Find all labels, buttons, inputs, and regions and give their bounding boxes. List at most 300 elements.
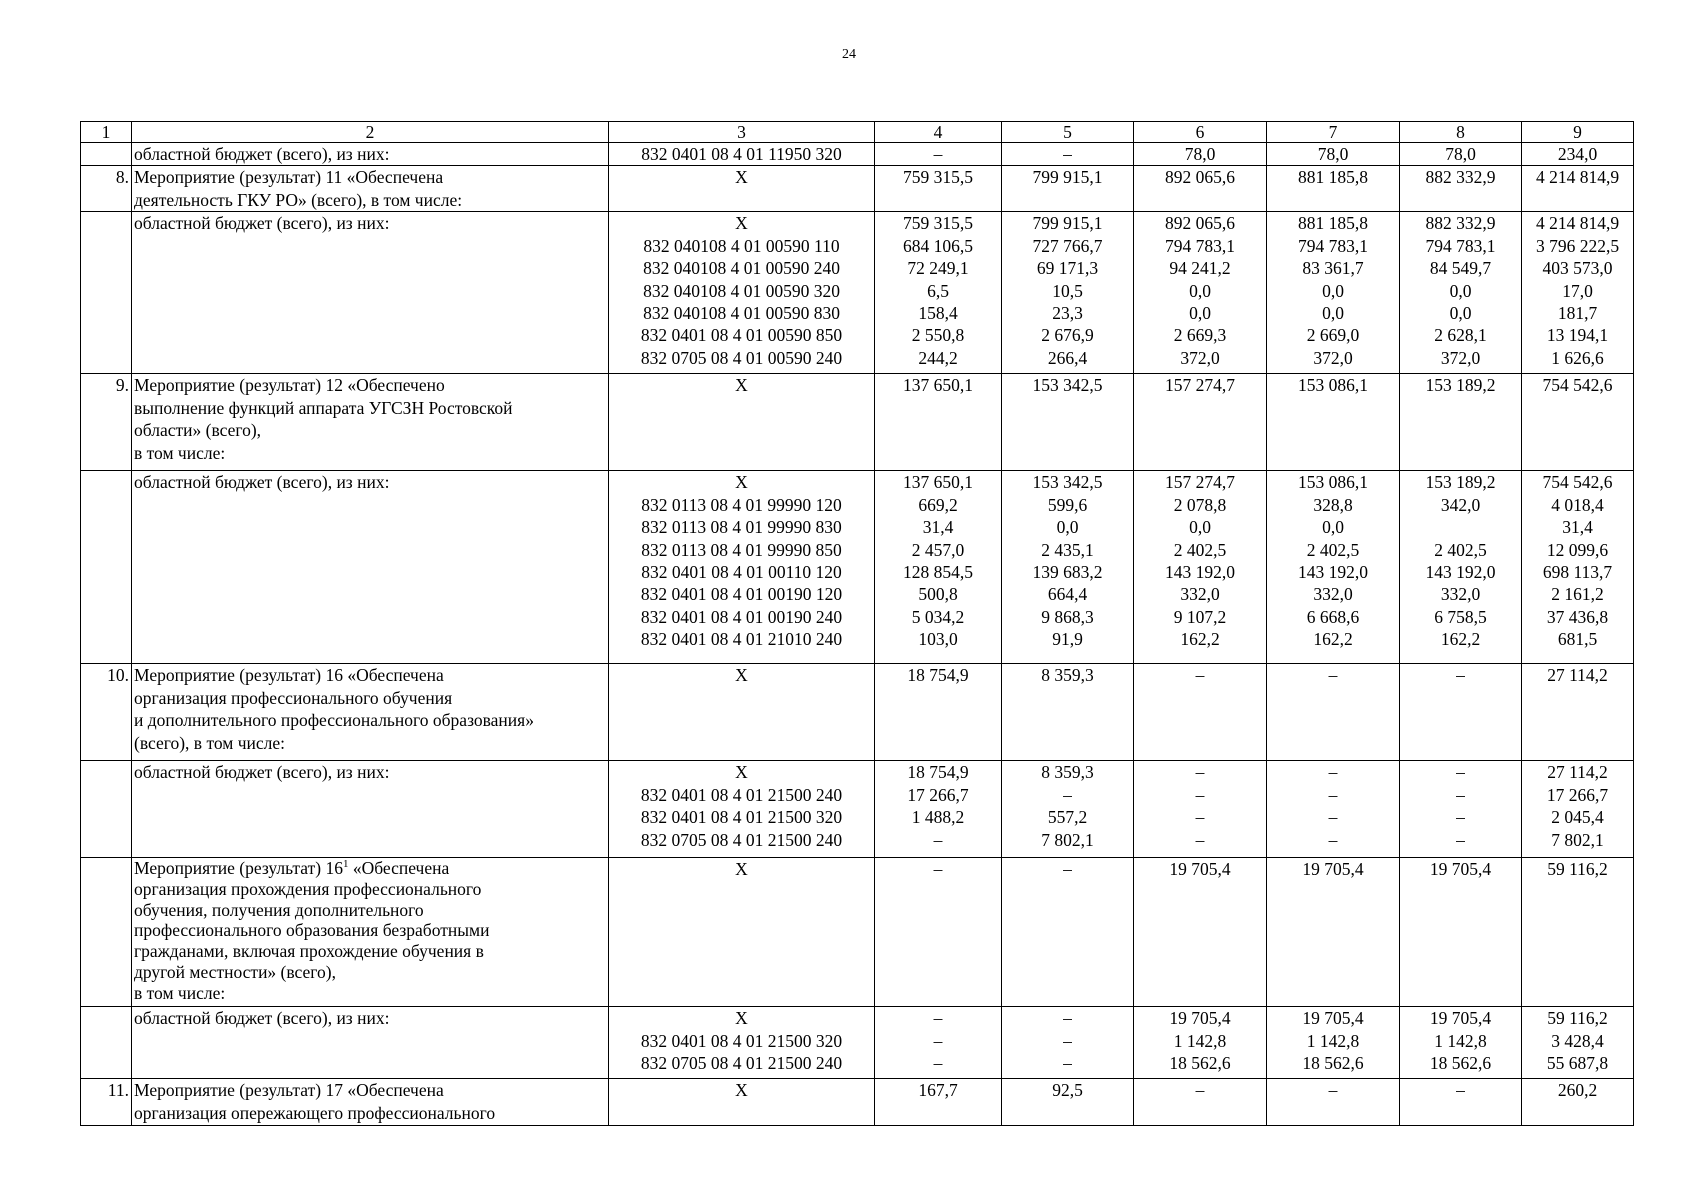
value: –	[933, 859, 943, 880]
budget-code: 832 0401 08 4 01 21500 320	[640, 1030, 843, 1051]
description-cell	[132, 1079, 609, 1126]
value-cell	[875, 1007, 1002, 1079]
value-cell	[875, 212, 1002, 374]
value: 260,2	[1557, 1080, 1598, 1101]
value: 19 705,4	[1429, 859, 1492, 880]
budget-code-cell	[609, 1007, 875, 1079]
value-cell	[1002, 761, 1134, 858]
budget-code: X	[735, 375, 748, 396]
budget-code: 832 040108 4 01 00590 830	[643, 302, 840, 323]
row-number-cell	[81, 212, 132, 374]
header-cell: 2	[132, 122, 609, 143]
value: –	[1195, 665, 1205, 686]
description-line: Мероприятие (результат) 16 «Обеспечена	[134, 665, 444, 686]
value: 23,3	[1052, 302, 1083, 323]
value-cell	[875, 664, 1002, 761]
value-cell	[1400, 664, 1522, 761]
value: –	[1456, 784, 1465, 805]
value: 19 705,4	[1429, 1008, 1492, 1029]
value: 2 402,5	[1434, 539, 1487, 560]
description-first-line	[134, 858, 606, 879]
budget-code-cell	[609, 664, 875, 761]
value: –	[1456, 1080, 1465, 1101]
value: –	[933, 1053, 943, 1074]
row-number-cell: 9.	[81, 374, 132, 471]
value: 27 114,2	[1547, 665, 1608, 686]
value: 0,0	[1056, 517, 1079, 538]
value: 181,7	[1557, 302, 1598, 323]
value	[1402, 516, 1519, 538]
description-line: областной бюджет (всего), из них:	[134, 762, 390, 783]
value: 27 114,2	[1547, 762, 1608, 783]
value: –	[1456, 829, 1465, 850]
value: 137 650,1	[903, 472, 973, 493]
header-row	[81, 122, 1634, 143]
value-cell	[875, 374, 1002, 471]
description-cell	[132, 374, 609, 471]
budget-code-cell	[609, 1079, 875, 1126]
header-cell: 5	[1002, 122, 1134, 143]
value: –	[1195, 762, 1205, 783]
value-cell	[1134, 166, 1267, 212]
budget-code: 832 0705 08 4 01 21500 240	[640, 829, 843, 850]
value: 799 915,1	[1032, 167, 1103, 188]
budget-code: 832 0705 08 4 01 21500 240	[640, 1053, 843, 1074]
value: 372,0	[1440, 347, 1481, 368]
budget-code: X	[735, 762, 748, 783]
value: –	[1328, 1080, 1338, 1101]
value: 1 488,2	[911, 807, 965, 828]
value: 19 705,4	[1169, 1008, 1231, 1029]
value-cell	[1134, 1079, 1267, 1126]
value: 4 214 814,9	[1535, 213, 1620, 234]
value: 13 194,1	[1546, 325, 1609, 346]
value: 91,9	[1052, 629, 1083, 650]
value: 2 078,8	[1173, 494, 1227, 515]
table-row	[81, 1007, 1634, 1079]
header-cell: 1	[81, 122, 132, 143]
value-cell	[1134, 212, 1267, 374]
value-cell	[1002, 374, 1134, 471]
value: 2 161,2	[1551, 584, 1604, 605]
value: 18 754,9	[907, 762, 969, 783]
value: 500,8	[918, 584, 958, 605]
value-cell	[1002, 1079, 1134, 1126]
budget-code: 832 0401 08 4 01 21500 320	[640, 807, 843, 828]
value: 17 266,7	[1546, 784, 1609, 805]
budget-code: 832 0113 08 4 01 99990 120	[641, 494, 842, 515]
value-cell	[875, 471, 1002, 664]
description-line: в том числе:	[134, 982, 226, 1003]
budget-code-cell	[609, 471, 875, 664]
value: 84 549,7	[1429, 258, 1492, 279]
value: –	[1195, 1080, 1205, 1101]
value: 94 241,2	[1169, 258, 1231, 279]
value: 0,0	[1449, 302, 1472, 323]
value: 8 359,3	[1041, 665, 1094, 686]
value: 19 705,4	[1169, 859, 1231, 880]
description-line: области» (всего),	[134, 420, 262, 441]
value-cell	[1400, 761, 1522, 858]
value-cell	[1267, 166, 1400, 212]
value: 794 783,1	[1165, 235, 1235, 256]
value: 18 562,6	[1429, 1053, 1492, 1074]
value: 882 332,9	[1425, 167, 1496, 188]
description-line: деятельность ГКУ РО» (всего), в том числе:	[134, 189, 463, 210]
description-cell	[132, 761, 609, 858]
value: 6 758,5	[1434, 606, 1487, 627]
value: 4 018,4	[1551, 494, 1604, 515]
value: 2 402,5	[1306, 539, 1360, 560]
description-line: областной бюджет (всего), из них:	[134, 472, 390, 493]
value-cell	[1134, 374, 1267, 471]
budget-code: 832 0401 08 4 01 21500 240	[640, 784, 843, 805]
value: 332,0	[1440, 584, 1481, 605]
value: 143 192,0	[1425, 561, 1496, 582]
value: 78,0	[1317, 144, 1349, 164]
value: 0,0	[1189, 280, 1211, 301]
value: 599,6	[1047, 494, 1088, 515]
value: 9 107,2	[1173, 606, 1227, 627]
header-cell: 9	[1522, 122, 1634, 143]
budget-code: 832 0401 08 4 01 00190 240	[640, 606, 843, 627]
value: 103,0	[918, 629, 958, 650]
value: 332,0	[1180, 584, 1220, 605]
value: 162,2	[1180, 629, 1220, 650]
value-cell	[1002, 212, 1134, 374]
value: 799 915,1	[1032, 213, 1103, 234]
value: 4 214 814,9	[1535, 167, 1620, 188]
value-cell	[1400, 374, 1522, 471]
value: –	[1195, 807, 1205, 828]
value: 754 542,6	[1542, 375, 1613, 396]
value-cell	[1400, 212, 1522, 374]
value: 2 676,9	[1041, 325, 1094, 346]
value: 153 342,5	[1032, 472, 1103, 493]
value: 167,7	[918, 1080, 958, 1101]
description-line: выполнение функций аппарата УГСЗН Ростовской	[134, 397, 513, 418]
row-number-cell	[81, 761, 132, 858]
value-cell	[875, 1079, 1002, 1126]
value: –	[933, 1030, 943, 1051]
value: 698 113,7	[1542, 561, 1613, 582]
value: 72 249,1	[907, 258, 969, 279]
value: 684 106,5	[903, 235, 973, 256]
value-cell	[1400, 858, 1522, 1007]
value: 881 185,8	[1298, 167, 1368, 188]
table-row	[81, 374, 1634, 471]
value: 17,0	[1562, 280, 1593, 301]
budget-table	[80, 121, 1634, 1126]
description-line: гражданами, включая прохождение обучения в	[134, 941, 484, 962]
value: 157 274,7	[1165, 472, 1235, 493]
budget-code: X	[735, 665, 748, 686]
description-cell	[132, 143, 609, 166]
budget-code: X	[735, 213, 748, 234]
value: 78,0	[1445, 144, 1476, 164]
value-cell	[1400, 1079, 1522, 1126]
value: 1 142,8	[1173, 1030, 1227, 1051]
budget-code-cell	[609, 166, 875, 212]
value: –	[1328, 665, 1338, 686]
value: 139 683,2	[1032, 561, 1103, 582]
budget-code-cell	[609, 858, 875, 1007]
value: 332,0	[1313, 584, 1353, 605]
superscript: 1	[342, 858, 349, 871]
budget-code: 832 040108 4 01 00590 110	[643, 235, 840, 256]
budget-code: 832 0113 08 4 01 99990 830	[641, 517, 842, 538]
value-cell	[1522, 471, 1634, 664]
value: 162,2	[1440, 629, 1481, 650]
value: 754 542,6	[1542, 472, 1613, 493]
value: 153 086,1	[1298, 472, 1368, 493]
value: 153 086,1	[1298, 375, 1368, 396]
value: 342,0	[1440, 494, 1481, 515]
description-cell	[132, 664, 609, 761]
value: 2 045,4	[1551, 807, 1604, 828]
row-number-cell	[81, 858, 132, 1007]
value: 759 315,5	[903, 213, 973, 234]
value: 664,4	[1047, 584, 1088, 605]
budget-code: 832 0401 08 4 01 00110 120	[641, 561, 842, 582]
description-line: областной бюджет (всего), из них:	[134, 213, 390, 234]
value: 892 065,6	[1165, 167, 1235, 188]
value-cell	[1002, 664, 1134, 761]
value: 1 626,6	[1551, 347, 1604, 368]
value-cell	[875, 858, 1002, 1007]
value: 882 332,9	[1425, 213, 1496, 234]
description-cell	[132, 212, 609, 374]
value: 794 783,1	[1425, 235, 1496, 256]
header-cell: 4	[875, 122, 1002, 143]
value: –	[1328, 829, 1338, 850]
value: 5 034,2	[911, 606, 965, 627]
description-line: организация профессионального обучения	[134, 687, 453, 708]
value: –	[1328, 807, 1338, 828]
value: 234,0	[1557, 144, 1598, 164]
value: –	[1063, 1030, 1072, 1051]
value: 6 668,6	[1306, 606, 1360, 627]
value: 759 315,5	[903, 167, 973, 188]
value: 10,5	[1052, 280, 1083, 301]
value-cell	[1522, 1007, 1634, 1079]
value: 2 457,0	[911, 539, 965, 560]
budget-code: 832 0401 08 4 01 00190 120	[640, 584, 843, 605]
value: –	[1328, 762, 1338, 783]
page-number: 24	[842, 47, 856, 62]
value: –	[1195, 784, 1205, 805]
value: –	[1456, 665, 1465, 686]
description-line: и дополнительного профессионального образования»	[134, 710, 534, 731]
description-line: Мероприятие (результат) 11 «Обеспечена	[134, 167, 444, 188]
value: 328,8	[1313, 494, 1353, 515]
value-cell	[1400, 143, 1522, 166]
value-cell	[875, 166, 1002, 212]
value: 1 142,8	[1434, 1030, 1487, 1051]
description-line: другой местности» (всего),	[134, 961, 336, 982]
value: –	[1063, 784, 1072, 805]
budget-code: 832 040108 4 01 00590 240	[643, 258, 840, 279]
value: 137 650,1	[903, 375, 973, 396]
description-line: Мероприятие (результат) 17 «Обеспечена	[134, 1080, 444, 1101]
value-cell	[1522, 166, 1634, 212]
budget-code: X	[735, 1008, 748, 1029]
value: 892 065,6	[1165, 213, 1235, 234]
value-cell	[1522, 212, 1634, 374]
table-row	[81, 761, 1634, 858]
value: 7 802,1	[1551, 829, 1604, 850]
value: –	[1063, 1008, 1072, 1029]
value-cell	[1400, 1007, 1522, 1079]
value: –	[1063, 144, 1072, 164]
value: –	[1063, 1053, 1072, 1074]
value: 158,4	[918, 302, 958, 323]
value-cell	[875, 143, 1002, 166]
table-row	[81, 664, 1634, 761]
value: 244,2	[918, 347, 958, 368]
budget-code: 832 0401 08 4 01 11950 320	[641, 144, 842, 164]
value: 55 687,8	[1546, 1053, 1609, 1074]
description-line: в том числе:	[134, 442, 226, 463]
table-row	[81, 471, 1634, 664]
value: 557,2	[1047, 807, 1088, 828]
value: –	[933, 1008, 943, 1029]
budget-code: X	[735, 472, 748, 493]
value: 17 266,7	[907, 784, 969, 805]
value-cell	[1134, 664, 1267, 761]
value-cell	[1267, 1007, 1400, 1079]
value: 2 669,3	[1173, 325, 1227, 346]
row-number-cell: 10.	[81, 664, 132, 761]
value-cell	[1002, 143, 1134, 166]
value: 266,4	[1047, 347, 1088, 368]
value: 2 550,8	[911, 325, 965, 346]
value: 143 192,0	[1298, 561, 1368, 582]
value: 92,5	[1052, 1080, 1083, 1101]
value-cell	[1522, 1079, 1634, 1126]
header-cell: 8	[1400, 122, 1522, 143]
budget-code-cell	[609, 143, 875, 166]
value-cell	[1267, 212, 1400, 374]
value-cell	[1522, 143, 1634, 166]
row-number-cell: 8.	[81, 166, 132, 212]
value: 3 428,4	[1551, 1030, 1604, 1051]
value: 153 189,2	[1425, 375, 1496, 396]
value-cell	[1134, 143, 1267, 166]
value-cell	[875, 761, 1002, 858]
row-number-cell: 11.	[81, 1079, 132, 1126]
description-cell	[132, 858, 609, 1007]
description-line: (всего), в том числе:	[134, 732, 286, 753]
value-cell	[1522, 761, 1634, 858]
table-row	[81, 858, 1634, 1007]
value: 403 573,0	[1542, 258, 1613, 279]
description-tail: «Обеспечена	[348, 858, 450, 879]
value: 18 562,6	[1302, 1053, 1364, 1074]
value: 69 171,3	[1036, 258, 1099, 279]
budget-code: 832 0705 08 4 01 00590 240	[640, 347, 843, 368]
value: 727 766,7	[1032, 235, 1103, 256]
row-number-cell	[81, 143, 132, 166]
value-cell	[1267, 374, 1400, 471]
budget-code: 832 040108 4 01 00590 320	[643, 280, 840, 301]
table-row	[81, 212, 1634, 374]
description-cell	[132, 471, 609, 664]
value: 78,0	[1184, 144, 1216, 164]
value: 0,0	[1189, 517, 1211, 538]
value: 2 669,0	[1306, 325, 1360, 346]
budget-code-cell	[609, 212, 875, 374]
description-cell	[132, 166, 609, 212]
value: 794 783,1	[1298, 235, 1368, 256]
table-row	[81, 143, 1634, 166]
value: 18 562,6	[1169, 1053, 1231, 1074]
description-line: Мероприятие (результат) 16	[134, 858, 343, 879]
value: 59 116,2	[1547, 1008, 1608, 1029]
value: 162,2	[1313, 629, 1353, 650]
description-line: организация опережающего профессионального	[134, 1102, 496, 1123]
value-cell	[1267, 1079, 1400, 1126]
budget-code: 832 0401 08 4 01 00590 850	[640, 325, 843, 346]
description-cell	[132, 1007, 609, 1079]
value: 0,0	[1322, 280, 1344, 301]
value-cell	[1134, 761, 1267, 858]
description-line: областной бюджет (всего), из них:	[134, 1008, 390, 1029]
value: 0,0	[1449, 280, 1472, 301]
value: 9 868,3	[1041, 606, 1094, 627]
value-cell	[1002, 858, 1134, 1007]
value: 669,2	[918, 494, 958, 515]
value: 153 342,5	[1032, 375, 1103, 396]
value: 0,0	[1322, 517, 1344, 538]
budget-code-cell	[609, 761, 875, 858]
value: –	[1456, 807, 1465, 828]
header-cell: 3	[609, 122, 875, 143]
value: 153 189,2	[1425, 472, 1496, 493]
value: 19 705,4	[1302, 1008, 1364, 1029]
value: 83 361,7	[1302, 258, 1364, 279]
value: 37 436,8	[1546, 606, 1609, 627]
table-row	[81, 1079, 1634, 1126]
value: 372,0	[1313, 347, 1353, 368]
table-body	[81, 122, 1634, 1126]
value-cell	[1002, 166, 1134, 212]
table-row	[81, 166, 1634, 212]
value: –	[1063, 859, 1072, 880]
value-cell	[1134, 1007, 1267, 1079]
value: 128 854,5	[903, 561, 973, 582]
value: –	[1328, 784, 1338, 805]
description-line: областной бюджет (всего), из них:	[134, 144, 390, 164]
value: 6,5	[927, 280, 949, 301]
value-cell	[1267, 664, 1400, 761]
value: 3 796 222,5	[1535, 235, 1620, 256]
value-cell	[1400, 471, 1522, 664]
value: 2 402,5	[1173, 539, 1227, 560]
value: 0,0	[1189, 302, 1211, 323]
value-cell	[1522, 374, 1634, 471]
value: 157 274,7	[1165, 375, 1235, 396]
row-number-cell	[81, 1007, 132, 1079]
description-line: профессионального образования безработными	[134, 920, 490, 941]
value-cell	[1267, 761, 1400, 858]
value: 372,0	[1180, 347, 1220, 368]
row-number-cell	[81, 471, 132, 664]
value: 2 628,1	[1434, 325, 1487, 346]
value: 19 705,4	[1302, 859, 1364, 880]
value: –	[933, 829, 943, 850]
value: 2 435,1	[1041, 539, 1094, 560]
